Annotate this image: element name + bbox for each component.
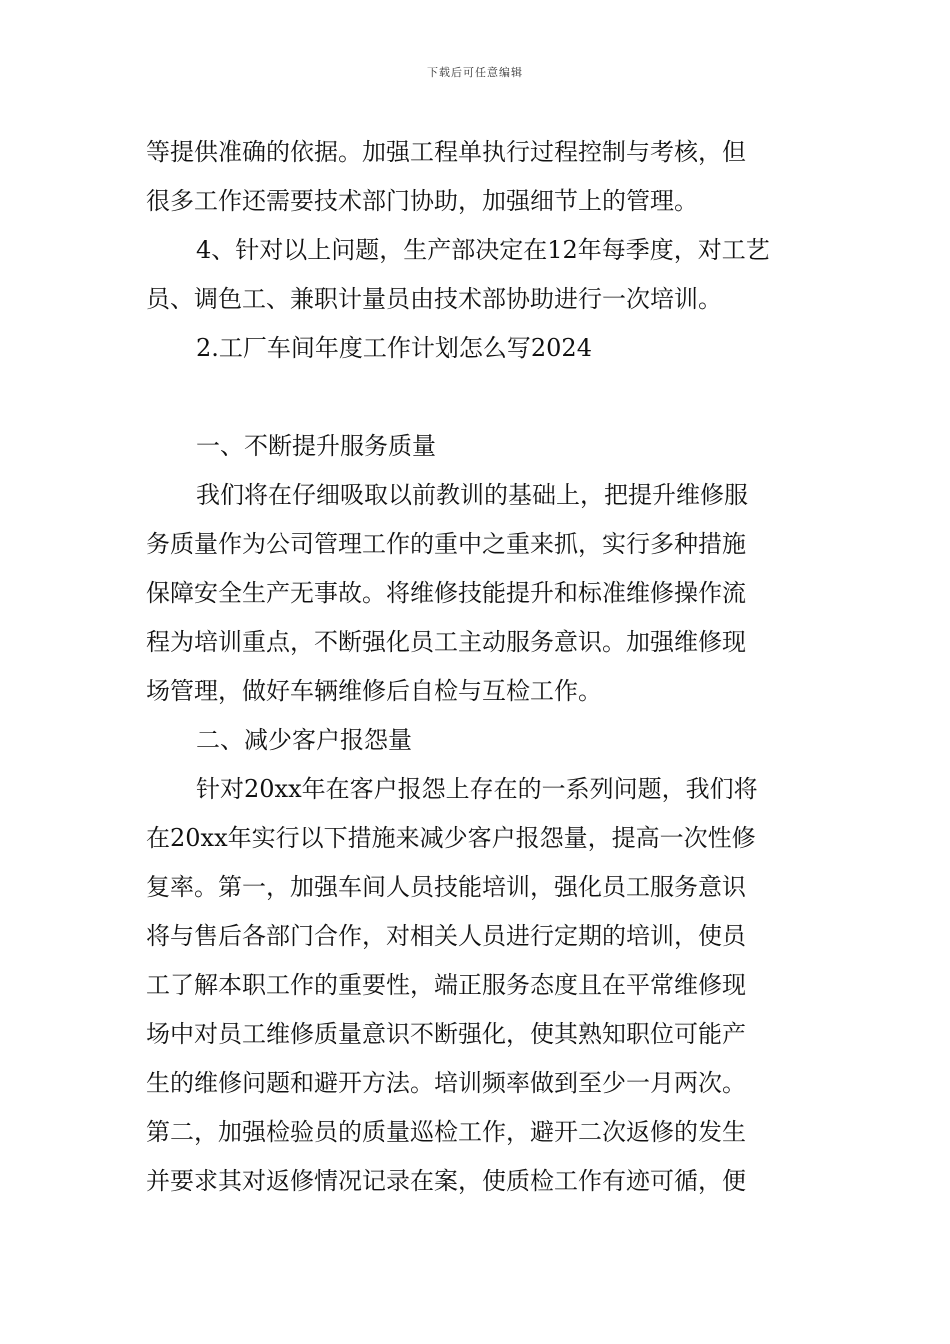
paragraph-line: 很多工作还需要技术部门协助，加强细节上的管理。 — [146, 187, 698, 215]
paragraph-line: 等提供准确的依据。加强工程单执行过程控制与考核，但 — [146, 138, 746, 166]
paragraph-line: 在20xx年实行以下措施来减少客户报怨量，提高一次性修 — [146, 824, 756, 852]
paragraph-line: 第二，加强检验员的质量巡检工作，避开二次返修的发生 — [146, 1118, 746, 1146]
subsection-heading: 二、减少客户报怨量 — [196, 726, 412, 754]
paragraph-line: 程为培训重点，不断强化员工主动服务意识。加强维修现 — [146, 628, 746, 656]
paragraph-line: 并要求其对返修情况记录在案，使质检工作有迹可循，便 — [146, 1167, 746, 1195]
paragraph-line: 场管理，做好车辆维修后自检与互检工作。 — [146, 677, 602, 705]
paragraph-line: 针对20xx年在客户报怨上存在的一系列问题，我们将 — [196, 775, 758, 803]
document-body — [146, 128, 808, 1206]
page-header-note: 下载后可任意编辑 — [427, 66, 523, 79]
section-heading: 2.工厂车间年度工作计划怎么写2024 — [196, 334, 592, 362]
blank-line — [146, 373, 808, 422]
paragraph-line: 复率。第一，加强车间人员技能培训，强化员工服务意识 — [146, 873, 746, 901]
paragraph-line: 4、针对以上问题，生产部决定在12年每季度，对工艺 — [196, 236, 770, 264]
paragraph-line: 将与售后各部门合作，对相关人员进行定期的培训，使员 — [146, 922, 746, 950]
paragraph-line: 务质量作为公司管理工作的重中之重来抓，实行多种措施 — [146, 530, 746, 558]
paragraph-line: 工了解本职工作的重要性，端正服务态度且在平常维修现 — [146, 971, 746, 999]
paragraph-line: 员、调色工、兼职计量员由技术部协助进行一次培训。 — [146, 285, 722, 313]
paragraph-line: 场中对员工维修质量意识不断强化，使其熟知职位可能产 — [146, 1020, 746, 1048]
subsection-heading: 一、不断提升服务质量 — [196, 432, 436, 460]
paragraph-line: 我们将在仔细吸取以前教训的基础上，把提升维修服 — [196, 481, 748, 509]
paragraph-line: 保障安全生产无事故。将维修技能提升和标准维修操作流 — [146, 579, 746, 607]
paragraph-line: 生的维修问题和避开方法。培训频率做到至少一月两次。 — [146, 1069, 746, 1097]
